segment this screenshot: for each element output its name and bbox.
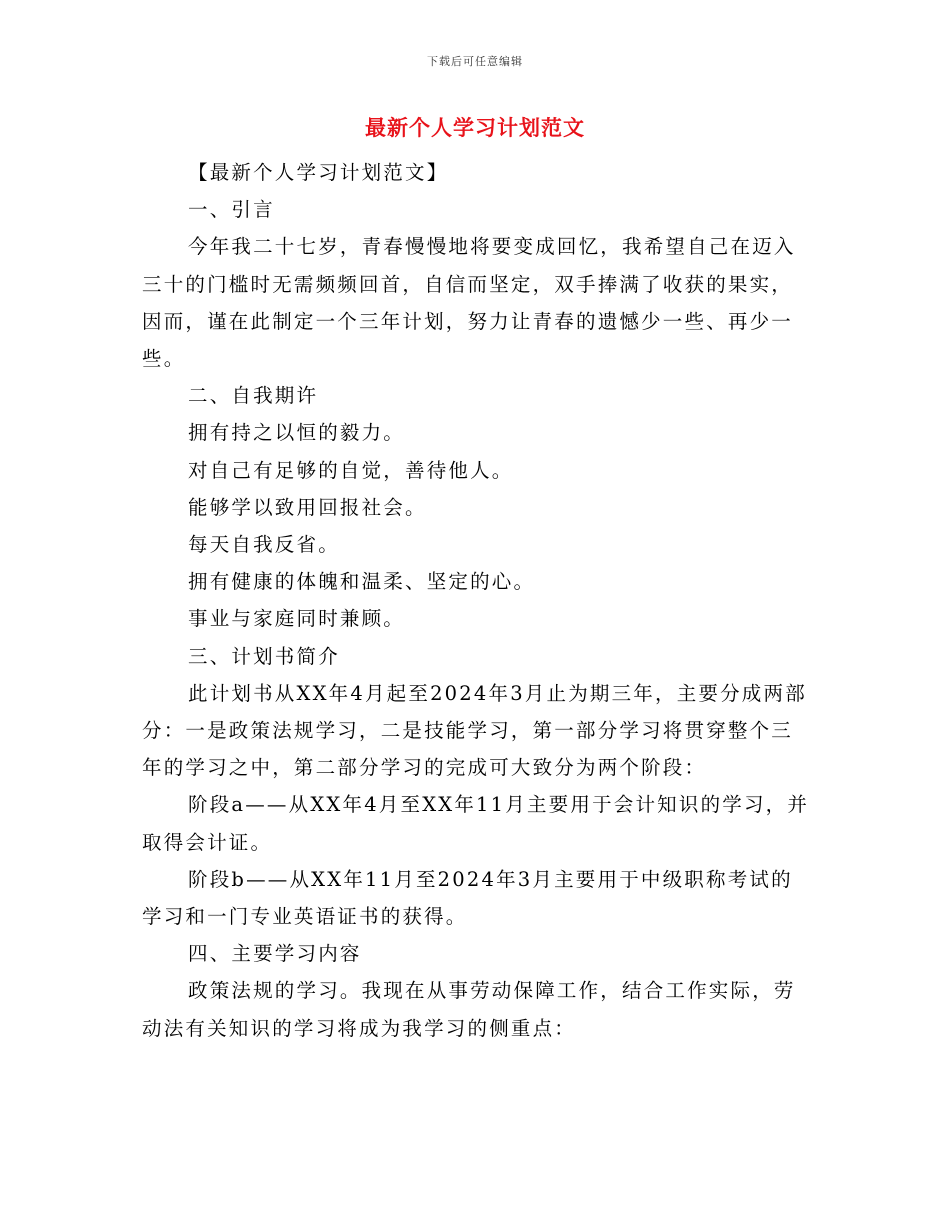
section-heading-introduction: 一、引言 (188, 198, 275, 222)
doc-paragraph-stage-a: 阶段a——从XX年4月至XX年11月主要用于会计知识的学习，并取得会计证。 (142, 793, 810, 854)
section-heading-main-content: 四、主要学习内容 (188, 942, 362, 966)
expectation-item: 拥有健康的体魄和温柔、坚定的心。 (188, 570, 536, 594)
doc-paragraph-policy-study: 政策法规的学习。我现在从事劳动保障工作，结合工作实际，劳动法有关知识的学习将成为我学习的侧重点： (142, 979, 796, 1040)
expectation-item: 拥有持之以恒的毅力。 (188, 421, 406, 445)
doc-paragraph-bracket-title: 【最新个人学习计划范文】 (188, 161, 449, 184)
section-heading-plan-summary: 三、计划书简介 (188, 644, 340, 668)
expectation-item: 事业与家庭同时兼顾。 (188, 607, 406, 631)
doc-paragraph-plan-summary: 此计划书从XX年4月起至2024年3月止为期三年，主要分成两部分：一是政策法规学习，二是技能学习，第一部分学习将贯穿整个三年的学习之中，第二部分学习的完成可大致分为两个阶段： (142, 681, 807, 780)
page-header-note: 下载后可任意编辑 (427, 55, 523, 68)
doc-paragraph-introduction: 今年我二十七岁，青春慢慢地将要变成回忆，我希望自己在迈入三十的门槛时无需频频回首，自信而坚定，双手捧满了收获的果实，因而，谨在此制定一个三年计划，努力让青春的遗憾少一些、再少一些。 (142, 235, 796, 371)
doc-paragraph-stage-b: 阶段b——从XX年11月至2024年3月主要用于中级职称考试的学习和一门专业英语证书的获得。 (142, 867, 793, 929)
document-body (142, 154, 810, 1047)
expectation-item: 能够学以致用回报社会。 (188, 495, 427, 519)
document-title: 最新个人学习计划范文 (365, 115, 585, 140)
expectation-item: 每天自我反省。 (188, 533, 340, 557)
section-heading-self-expectation: 二、自我期许 (188, 384, 319, 408)
expectation-item: 对自己有足够的自觉，善待他人。 (188, 458, 514, 482)
